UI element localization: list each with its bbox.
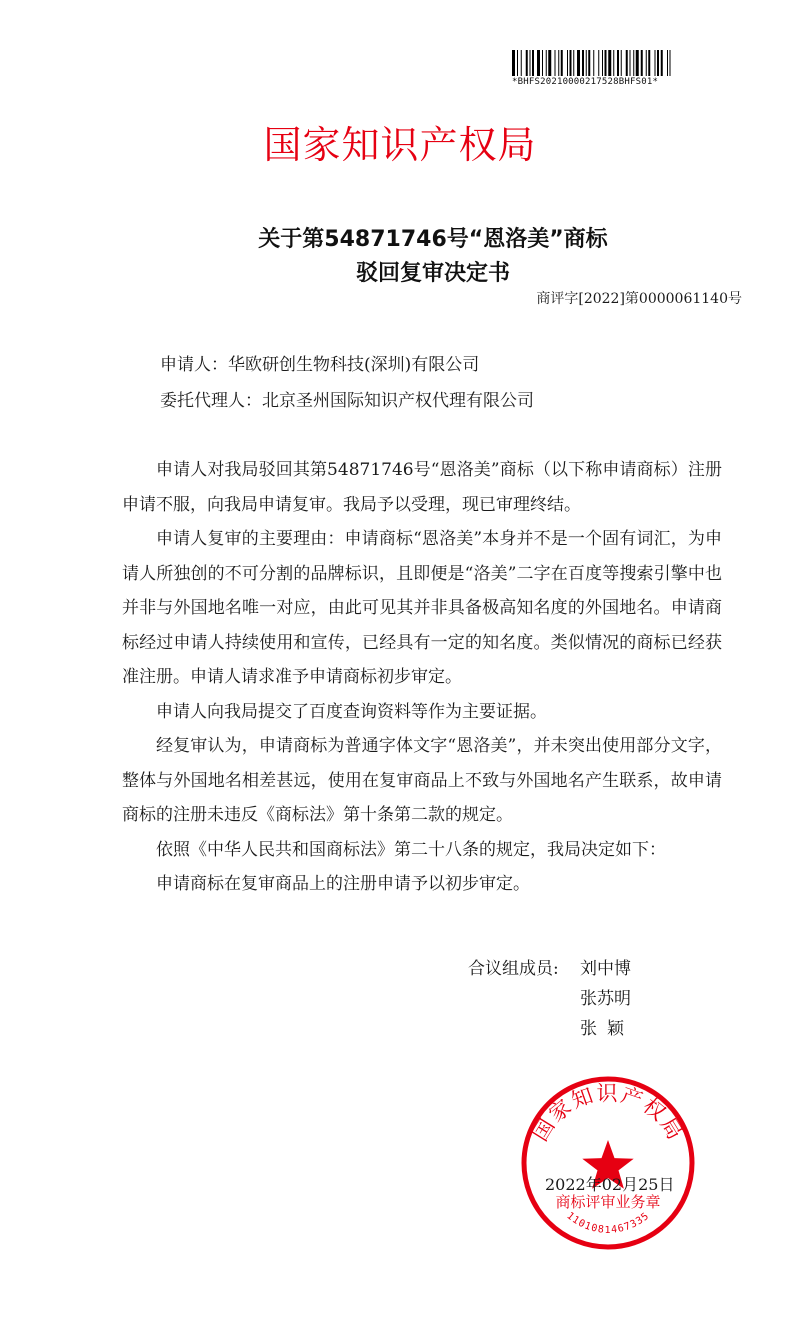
barcode-bar bbox=[548, 50, 551, 76]
body-paragraph: 申请人向我局提交了百度查询资料等作为主要证据。 bbox=[156, 701, 547, 722]
body-paragraph: 申请人复审的主要理由：申请商标“恩洛美”本身并不是一个固有词汇，为申请人所独创的不可分割的品牌标识，且即便是“洛美”二字在百度等搜索引擎中也并非与外国地名唯一对应，由此可见其并非具备极高知名度的外国地名。申请商标经过申请人持续使用和宣传，已经具有一定的知名度。类似情况的商标已经获准注册。申请人请求准予申请商标初步审定。 bbox=[122, 529, 722, 687]
barcode-bar bbox=[530, 50, 531, 76]
panel-member: 张苏明 bbox=[580, 989, 631, 1009]
barcode-bar bbox=[546, 50, 547, 76]
barcode-image bbox=[512, 50, 712, 76]
document-title-line1: 关于第54871746号“恩洛美”商标 bbox=[258, 227, 608, 252]
barcode-bar bbox=[598, 50, 599, 76]
barcode-bar bbox=[593, 50, 594, 76]
barcode-bar bbox=[657, 50, 659, 76]
barcode-bar bbox=[588, 50, 590, 76]
barcode-bar bbox=[577, 50, 580, 76]
barcode-bar bbox=[570, 50, 572, 76]
seal-code: 1101081467335 bbox=[564, 1210, 652, 1236]
barcode-bar bbox=[621, 50, 622, 76]
agent-line: 委托代理人：北京圣州国际知识产权代理有限公司 bbox=[160, 391, 534, 411]
barcode-bar bbox=[626, 50, 628, 76]
barcode-bar bbox=[582, 50, 584, 76]
barcode-bar bbox=[561, 50, 563, 76]
barcode-bar bbox=[667, 50, 668, 76]
barcode-bar bbox=[605, 50, 607, 76]
barcode-block bbox=[512, 50, 712, 87]
panel-member: 张颖 bbox=[580, 1019, 634, 1039]
barcode-bar bbox=[636, 50, 639, 76]
barcode-bar bbox=[655, 50, 656, 76]
barcode-bar bbox=[567, 50, 568, 76]
document-number: 商评字[2022]第0000061140号 bbox=[536, 291, 742, 307]
barcode-bar bbox=[641, 50, 643, 76]
seal-arc-text: 国家知识产权局 bbox=[527, 1081, 689, 1146]
barcode-bar bbox=[512, 50, 515, 76]
barcode-bar bbox=[555, 50, 556, 76]
official-seal bbox=[520, 1075, 696, 1251]
barcode-bar bbox=[517, 50, 518, 76]
barcode-bar bbox=[526, 50, 528, 76]
barcode-bar bbox=[613, 50, 614, 76]
barcode-bar bbox=[521, 50, 522, 76]
barcode-bar bbox=[648, 50, 650, 76]
seal-inner-text: 商标评审业务章 bbox=[555, 1193, 661, 1211]
barcode-bar bbox=[602, 50, 603, 76]
agency-name: 国家知识产权局 bbox=[263, 123, 537, 167]
applicant-line: 申请人：华欧研创生物科技(深圳)有限公司 bbox=[160, 355, 480, 375]
barcode-bar bbox=[661, 50, 663, 76]
barcode-bar bbox=[542, 50, 543, 76]
body-paragraph: 经复审认为，申请商标为普通字体文字“恩洛美”，并未突出使用部分文字，整体与外国地名相差甚远，使用在复审商品上不致与外国地名产生联系，故申请商标的注册未违反《商标法》第十条第二款的规定。 bbox=[122, 736, 722, 825]
barcode-bar bbox=[617, 50, 619, 76]
barcode-bar bbox=[532, 50, 534, 76]
barcode-bar bbox=[608, 50, 611, 76]
barcode-bar bbox=[586, 50, 587, 76]
body-paragraph: 依照《中华人民共和国商标法》第二十八条的规定，我局决定如下： bbox=[156, 839, 666, 860]
barcode-bar bbox=[646, 50, 647, 76]
barcode-bar bbox=[630, 50, 631, 76]
barcode-code: *BHFS20210000217528BHFS01* bbox=[512, 77, 659, 87]
barcode-bar bbox=[558, 50, 559, 76]
decision-body bbox=[122, 453, 722, 902]
document-title-line2: 驳回复审决定书 bbox=[355, 261, 510, 286]
barcode-bar bbox=[633, 50, 634, 76]
decision-date: 2022年02月25日 bbox=[545, 1175, 675, 1194]
barcode-bar bbox=[573, 50, 574, 76]
body-paragraph: 申请商标在复审商品上的注册申请予以初步审定。 bbox=[156, 874, 530, 894]
body-paragraph: 申请人对我局驳回其第54871746号“恩洛美”商标（以下称申请商标）注册申请不服，向我局申请复审。我局予以受理，现已审理终结。 bbox=[122, 460, 722, 515]
barcode-bar bbox=[670, 50, 671, 76]
panel-label: 合议组成员: bbox=[468, 959, 559, 979]
panel-member: 刘中博 bbox=[580, 959, 631, 979]
barcode-bar bbox=[537, 50, 540, 76]
